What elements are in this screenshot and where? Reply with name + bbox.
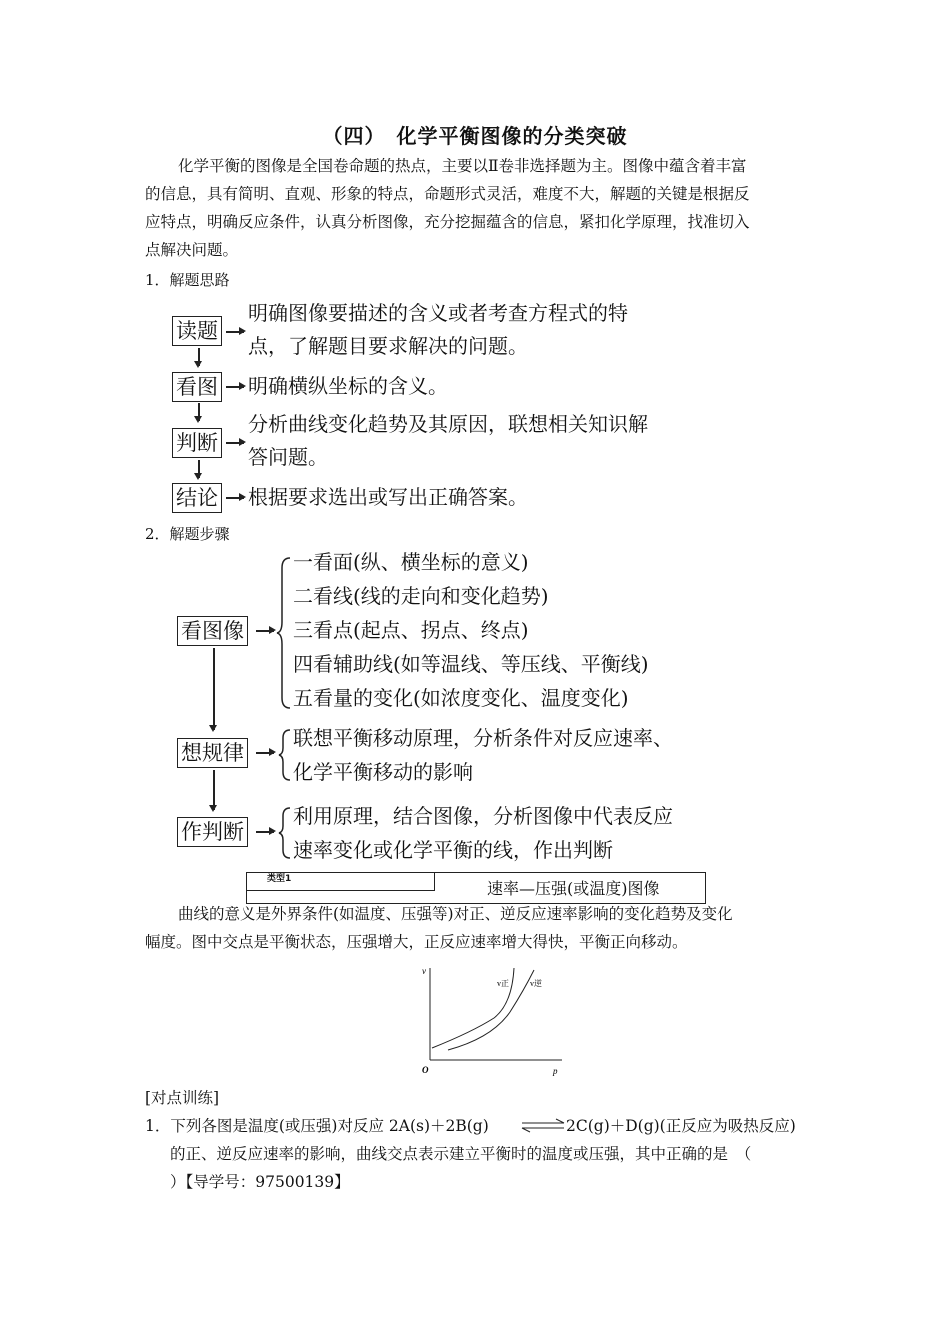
intro-line-4: 点解决问题。: [145, 241, 239, 259]
type-desc-line-1: 曲线的意义是外界条件(如温度、压强等)对正、逆反应速率影响的变化趋势及变化: [178, 905, 733, 923]
arrow-right-icon: [256, 831, 274, 833]
step-box-look: 看图: [172, 372, 222, 402]
left-brace-icon: [278, 806, 292, 860]
intro-line-1: 化学平衡的图像是全国卷命题的热点，主要以Ⅱ卷非选择题为主。图像中蕴含着丰富: [178, 157, 747, 175]
left-brace-icon: [276, 556, 292, 710]
step-text-graph-4: 四看辅助线(如等温线、等压线、平衡线): [293, 652, 649, 676]
step-text-graph-1: 一看面(纵、横坐标的意义): [293, 550, 529, 574]
step-text-graph-5: 五看量的变化(如浓度变化、温度变化): [293, 686, 629, 710]
arrow-right-icon: [226, 386, 244, 388]
arrow-down-icon: [213, 770, 215, 810]
section-1-heading: 1．解题思路: [145, 271, 230, 289]
question-line-3: ）【导学号：97500139】: [170, 1173, 350, 1191]
origin-label: O: [422, 1065, 429, 1075]
arrow-down-icon: [198, 403, 200, 421]
type-desc-line-2: 幅度。图中交点是平衡状态，压强增大，正反应速率增大得快，平衡正向移动。: [145, 933, 688, 951]
y-axis-label: v: [422, 966, 426, 976]
intro-line-2: 的信息，具有简明、直观、形象的特点，命题形式灵活，难度不大，解题的关键是根据反: [145, 185, 750, 203]
step-text-decide-1: 利用原理，结合图像，分析图像中代表反应: [293, 804, 673, 828]
arrow-down-icon: [213, 648, 215, 730]
page-title: （四） 化学平衡图像的分类突破: [322, 124, 628, 148]
step-box-see-graph: 看图像: [177, 616, 248, 646]
arrow-right-icon: [256, 630, 274, 632]
arrow-right-icon: [226, 442, 244, 444]
step-box-read: 读题: [172, 316, 222, 346]
step-text-read-2: 点，了解题目要求解决的问题。: [248, 334, 528, 358]
type-title: 速率—压强(或温度)图像: [487, 879, 660, 898]
practice-heading: [对点训练]: [145, 1089, 220, 1107]
step-text-decide-2: 速率变化或化学平衡的线，作出判断: [293, 838, 613, 862]
step-text-look-1: 明确横纵坐标的含义。: [248, 374, 448, 398]
intro-line-3: 应特点，明确反应条件，认真分析图像，充分挖掘蕴含的信息，紧扣化学原理，找准切入: [145, 213, 750, 231]
arrow-right-icon: [256, 752, 274, 754]
rate-pressure-graph: [412, 962, 572, 1080]
curve-label-reverse: v逆: [530, 979, 542, 988]
reversible-arrow-icon: [520, 1118, 566, 1134]
step-box-judge: 判断: [172, 428, 222, 458]
step-text-graph-3: 三看点(起点、拐点、终点): [293, 618, 529, 642]
step-text-conclude-1: 根据要求选出或写出正确答案。: [248, 485, 528, 509]
question-line-2: 的正、逆反应速率的影响，曲线交点表示建立平衡时的温度或压强，其中正确的是 （: [170, 1145, 752, 1163]
step-box-decide: 作判断: [177, 817, 248, 847]
arrow-down-icon: [198, 460, 200, 478]
curve-label-forward: v正: [497, 979, 509, 988]
arrow-down-icon: [198, 348, 200, 366]
step-text-rule-1: 联想平衡移动原理，分析条件对反应速率、: [293, 726, 673, 750]
step-text-read-1: 明确图像要描述的含义或者考查方程式的特: [248, 301, 628, 325]
section-2-heading: 2．解题步骤: [145, 525, 230, 543]
left-brace-icon: [278, 728, 292, 782]
arrow-right-icon: [226, 331, 244, 333]
x-axis-label: p: [553, 1066, 558, 1076]
type-tag: 类型1: [247, 873, 435, 891]
step-text-rule-2: 化学平衡移动的影响: [293, 760, 473, 784]
step-text-judge-1: 分析曲线变化趋势及其原因，联想相关知识解: [248, 412, 648, 436]
step-text-graph-2: 二看线(线的走向和变化趋势): [293, 584, 549, 608]
step-box-conclude: 结论: [172, 483, 222, 513]
question-line-1b: 2C(g)＋D(g)(正反应为吸热反应): [566, 1117, 796, 1135]
arrow-right-icon: [226, 497, 244, 499]
step-box-think-rule: 想规律: [177, 738, 248, 768]
question-line-1a: 1．下列各图是温度(或压强)对反应 2A(s)＋2B(g): [145, 1117, 489, 1135]
step-text-judge-2: 答问题。: [248, 445, 328, 469]
